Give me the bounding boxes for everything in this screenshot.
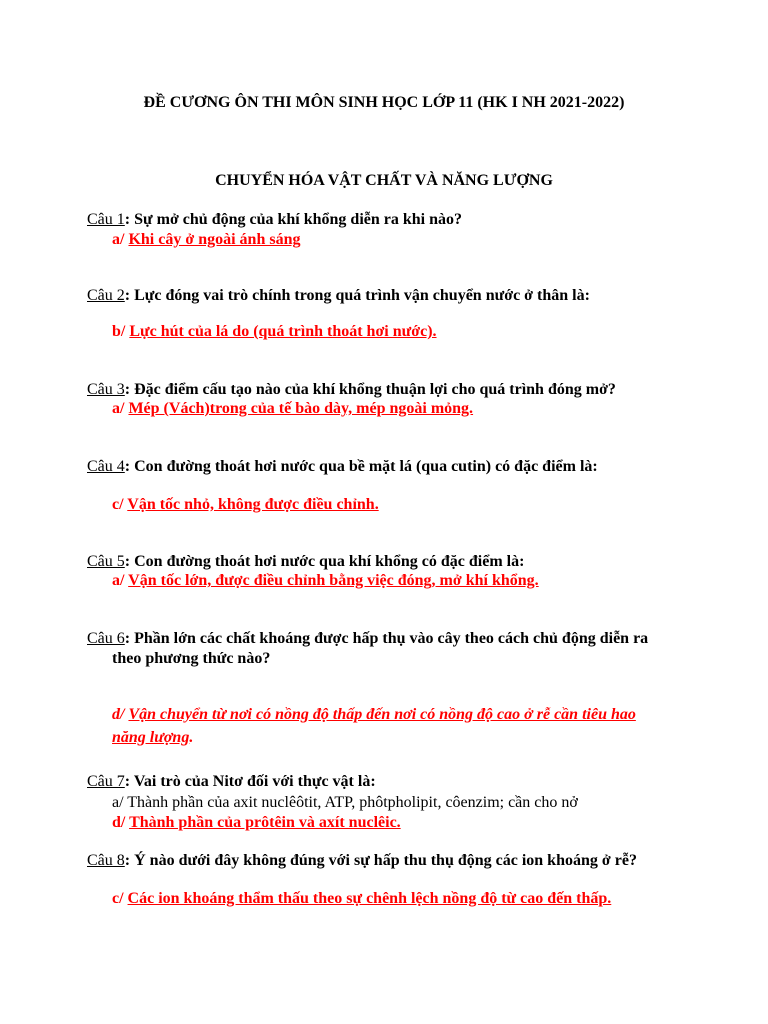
question-6-continued: theo phương thức nào? bbox=[112, 650, 271, 667]
answer-letter: d/ bbox=[112, 706, 129, 723]
answer-text: Khi cây ở ngoài ánh sáng bbox=[128, 231, 301, 248]
question-4 bbox=[87, 457, 598, 477]
answer-7 bbox=[112, 813, 401, 833]
question-label: Câu 3 bbox=[87, 381, 125, 398]
question-6 bbox=[87, 629, 648, 649]
answer-5 bbox=[112, 571, 539, 591]
answer-3 bbox=[112, 399, 473, 419]
answer-2 bbox=[112, 322, 437, 342]
question-label: Câu 1 bbox=[87, 211, 125, 228]
question-text: : Con đường thoát hơi nước qua bề mặt lá (qua cutin) có đặc điểm là: bbox=[124, 458, 598, 475]
section-title: CHUYỂN HÓA VẬT CHẤT VÀ NĂNG LƯỢNG bbox=[215, 172, 553, 189]
answer-6-continued bbox=[112, 728, 193, 748]
question-3 bbox=[87, 380, 616, 400]
question-text: : Lực đóng vai trò chính trong quá trình vận chuyển nước ở thân là: bbox=[124, 287, 590, 304]
question-7 bbox=[87, 772, 376, 792]
answer-letter: d/ bbox=[112, 814, 130, 831]
answer-text: năng lượng bbox=[112, 729, 190, 746]
answer-8 bbox=[112, 889, 611, 909]
question-text: : Ý nào dưới đây không đúng với sự hấp thu thụ động các ion khoáng ở rễ? bbox=[124, 852, 637, 869]
answer-text: Lực hút của lá do (quá trình thoát hơi nước). bbox=[129, 323, 437, 340]
question-label: Câu 5 bbox=[87, 553, 125, 570]
answer-text: Các ion khoáng thẩm thấu theo sự chênh lệch nồng độ từ cao đến thấp. bbox=[127, 890, 612, 907]
question-label: Câu 8 bbox=[87, 852, 125, 869]
answer-6 bbox=[112, 705, 636, 725]
question-text: : Vai trò của Nitơ đối với thực vật là: bbox=[124, 773, 376, 790]
answer-text: Thành phần của prôtêin và axít nuclêic. bbox=[129, 814, 401, 831]
answer-letter: a/ bbox=[112, 231, 129, 248]
answer-letter: c/ bbox=[112, 496, 128, 513]
question-1 bbox=[87, 210, 462, 230]
page-title: ĐỀ CƯƠNG ÔN THI MÔN SINH HỌC LỚP 11 (HK I NH 2021-2022) bbox=[143, 94, 625, 111]
question-8 bbox=[87, 851, 637, 871]
answer-letter: a/ bbox=[112, 572, 129, 589]
answer-text: Mép (Vách)trong của tế bào dày, mép ngoài mỏng. bbox=[128, 400, 474, 417]
answer-letter: c/ bbox=[112, 890, 128, 907]
answer-end: . bbox=[189, 729, 194, 746]
question-label: Câu 2 bbox=[87, 287, 125, 304]
question-label: Câu 4 bbox=[87, 458, 125, 475]
question-5 bbox=[87, 552, 524, 572]
question-text: : Sự mở chủ động của khí khổng diễn ra khi nào? bbox=[124, 211, 463, 228]
option-a-7: a/ Thành phần của axit nuclêôtit, ATP, phôtpholipit, côenzim; cần cho nở bbox=[112, 794, 578, 811]
answer-4 bbox=[112, 495, 379, 515]
question-2 bbox=[87, 286, 590, 306]
answer-1 bbox=[112, 230, 300, 250]
question-label: Câu 6 bbox=[87, 630, 125, 647]
answer-letter: a/ bbox=[112, 400, 129, 417]
question-label: Câu 7 bbox=[87, 773, 125, 790]
answer-text: Vận tốc nhỏ, không được điều chỉnh. bbox=[127, 496, 379, 513]
answer-text: Vận tốc lớn, được điều chỉnh bằng việc đóng, mở khí khổng. bbox=[128, 572, 539, 589]
answer-text: Vận chuyển từ nơi có nồng độ thấp đến nơi có nồng độ cao ở rễ cần tiêu hao bbox=[128, 706, 636, 723]
question-text: : Con đường thoát hơi nước qua khí khổng có đặc điểm là: bbox=[124, 553, 525, 570]
question-text: : Phần lớn các chất khoáng được hấp thụ vào cây theo cách chủ động diễn ra bbox=[124, 630, 649, 647]
question-text: : Đặc điểm cấu tạo nào của khí khổng thuận lợi cho quá trình đóng mở? bbox=[124, 381, 616, 398]
answer-letter: b/ bbox=[112, 323, 130, 340]
